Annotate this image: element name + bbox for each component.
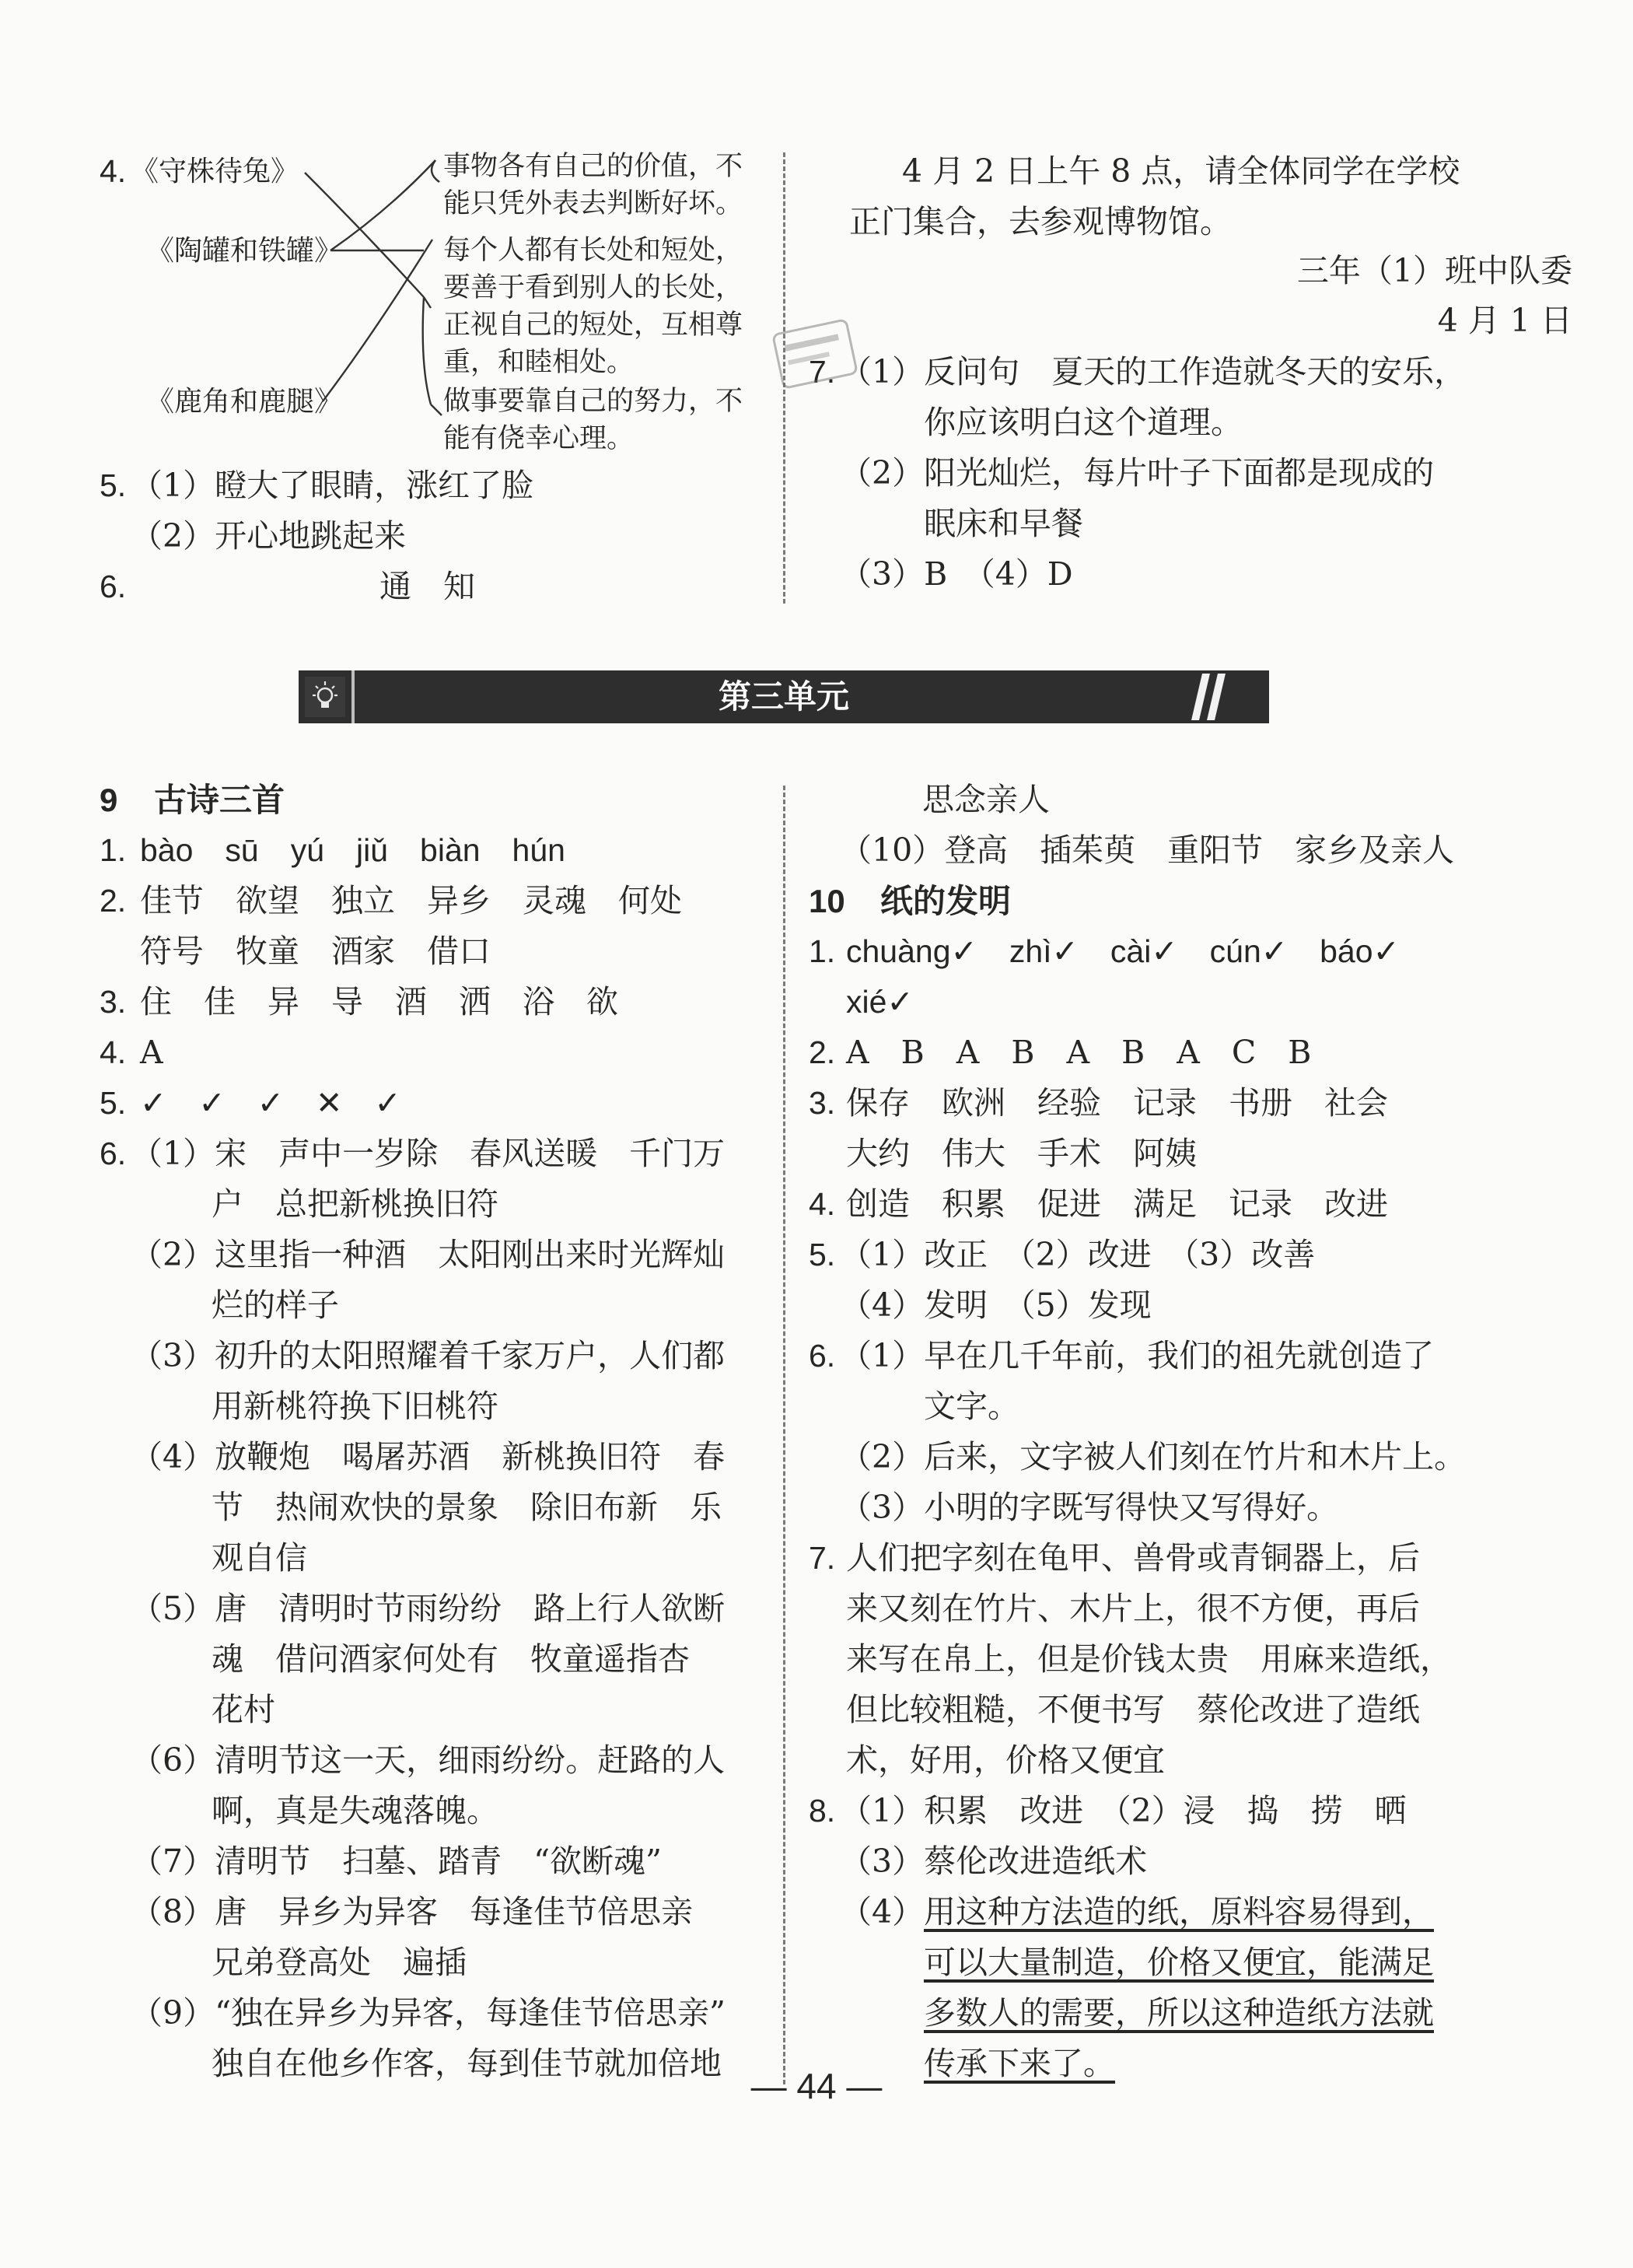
- lesson-title: 古诗三首: [154, 781, 285, 819]
- lesson-title: 纸的发明: [880, 882, 1012, 920]
- answer-line: （6）清明节这一天，细雨纷纷。赶路的人: [131, 1741, 726, 1779]
- unit-title: 第三单元: [718, 677, 849, 716]
- answer-line: （8）唐 异乡为异客 每逢佳节倍思亲: [131, 1893, 694, 1930]
- answer-line: （10）登高 插茱萸 重阳节 家乡及亲人: [840, 831, 1455, 869]
- answer-line: 眠床和早餐: [924, 505, 1083, 542]
- answer-line: 但比较粗糙，不便书写 蔡伦改进了造纸: [846, 1691, 1420, 1728]
- answer-label: （4）: [840, 1893, 925, 1930]
- answer-line: 符号 牧童 酒家 借口: [140, 933, 491, 970]
- moral-text: 每个人都有长处和短处，: [443, 235, 743, 266]
- underlined-answer: 可以大量制造，价格又便宜，能满足: [924, 1944, 1434, 1981]
- answer-line: 你应该明白这个道理。: [924, 404, 1243, 441]
- story-title: 《鹿角和鹿腿》: [146, 386, 343, 418]
- question-number: 1.: [809, 933, 836, 969]
- lesson-10-column: [809, 0, 1610, 2100]
- answer-line: 佳节 欲望 独立 异乡 灵魂 何处: [140, 882, 682, 919]
- answer-line: 烂的样子: [212, 1286, 339, 1324]
- pinyin-answer: bào sū yú jiǔ biàn hún: [140, 832, 565, 868]
- answer-line: （3）蔡伦改进造纸术: [840, 1843, 1148, 1880]
- question-number: 5.: [100, 467, 127, 503]
- answer-line: 住 佳 异 导 酒 洒 浴 欲: [140, 983, 618, 1020]
- question-number: 2.: [809, 1034, 836, 1070]
- notice-date: 4 月 1 日: [1437, 302, 1572, 339]
- answer-line: （1）反问句 夏天的工作造就冬天的安乐，: [840, 353, 1467, 390]
- answer-line: 用新桃符换下旧桃符: [212, 1388, 498, 1425]
- page-number: — 44 —: [750, 2066, 883, 2106]
- answer-line: 观自信: [212, 1539, 307, 1577]
- story-title: 《陶罐和铁罐》: [146, 235, 343, 267]
- answer-line: （3）初升的太阳照耀着千家万户，人们都: [131, 1337, 726, 1374]
- question-number: 2.: [100, 883, 127, 919]
- question-number: 5.: [100, 1085, 127, 1121]
- lesson-9-column: [0, 0, 778, 2100]
- question-number: 6.: [809, 1338, 836, 1374]
- question-number: 6.: [100, 569, 127, 604]
- question-number: 5.: [809, 1237, 836, 1272]
- answer-line: 来又刻在竹片、木片上，很不方便，再后: [846, 1590, 1420, 1627]
- answer-line: （4）发明 （5）发现: [840, 1286, 1152, 1324]
- story-title: 《守株待兔》: [131, 156, 299, 187]
- moral-text: 做事要靠自己的努力，不: [443, 386, 743, 417]
- answer-line: 文字。: [924, 1388, 1019, 1425]
- answer-line: 户 总把新桃换旧符: [212, 1185, 498, 1223]
- moral-text: 重，和睦相处。: [443, 347, 635, 378]
- answer-line: ✓ ✓ ✓ ✕ ✓: [140, 1084, 401, 1122]
- answer-line: 人们把字刻在龟甲、兽骨或青铜器上，后: [846, 1539, 1420, 1577]
- lesson-number: 10: [809, 883, 845, 919]
- answer-line: （2）阳光灿烂，每片叶子下面都是现成的: [840, 454, 1435, 492]
- question-number: 1.: [100, 832, 127, 868]
- answer-line: （3）小明的字既写得快又写得好。: [840, 1489, 1339, 1526]
- answer-line: （1）积累 改进 （2）浸 捣 捞 晒: [840, 1792, 1407, 1829]
- answer-line: 啊，真是失魂落魄。: [212, 1792, 498, 1829]
- notice-line: 4 月 2 日上午 8 点，请全体同学在学校: [902, 152, 1460, 190]
- answer-line: （2）开心地跳起来: [131, 517, 407, 555]
- underlined-answer: 多数人的需要，所以这种造纸方法就: [924, 1994, 1434, 2032]
- notice-line: 正门集合，去参观博物馆。: [849, 203, 1232, 240]
- answer-line: 魂 借问酒家何处有 牧童遥指杏: [212, 1640, 690, 1678]
- answer-line: （9）“独在异乡为异客，每逢佳节倍思亲”: [131, 1994, 726, 2032]
- answer-line: 来写在帛上，但是价钱太贵 用麻来造纸，: [846, 1640, 1452, 1678]
- answer-line: 兄弟登高处 遍插: [212, 1944, 467, 1981]
- notice-title: 通 知: [379, 568, 475, 605]
- answer-line: （2）这里指一种酒 太阳刚出来时光辉灿: [131, 1236, 726, 1273]
- answer-line: 思念亲人: [922, 781, 1050, 818]
- answer-line: （2）后来，文字被人们刻在竹片和木片上。: [840, 1438, 1467, 1475]
- answer-line: 节 热闹欢快的景象 除旧布新 乐: [212, 1489, 722, 1526]
- question-number: 7.: [809, 1540, 836, 1576]
- underlined-answer: 用这种方法造的纸，原料容易得到，: [924, 1893, 1434, 1930]
- answer-line: 独自在他乡作客，每到佳节就加倍地: [212, 2045, 722, 2082]
- answer-line: （7）清明节 扫墓、踏青 “欲断魂”: [131, 1843, 663, 1880]
- question-number: 4.: [100, 1034, 127, 1070]
- question-number: 3.: [100, 984, 127, 1020]
- question-number: 8.: [809, 1793, 836, 1829]
- question-number: 7.: [809, 354, 836, 390]
- answer-line: （4）放鞭炮 喝屠苏酒 新桃换旧符 春: [131, 1438, 726, 1475]
- pinyin-answer: chuàng✓ zhì✓ cài✓ cún✓ báo✓: [846, 933, 1400, 969]
- answer-line: （1）改正 （2）改进 （3）改善: [840, 1236, 1316, 1273]
- notice-signature: 三年（1）班中队委: [1296, 252, 1572, 289]
- answer-line: 保存 欧洲 经验 记录 书册 社会: [846, 1084, 1388, 1122]
- answer-line: A B A B A B A C B: [846, 1034, 1312, 1071]
- answer-line: （1）瞪大了眼睛，涨红了脸: [131, 467, 534, 504]
- answer-line: （5）唐 清明时节雨纷纷 路上行人欲断: [131, 1590, 726, 1627]
- moral-text: 能有侥幸心理。: [443, 423, 635, 454]
- lesson-number: 9: [100, 782, 118, 818]
- column-divider: [783, 786, 785, 2084]
- pinyin-answer: xié✓: [846, 984, 914, 1020]
- answer-line: （1）宋 声中一岁除 春风送暖 千门万: [131, 1135, 726, 1172]
- moral-text: 能只凭外表去判断好坏。: [443, 188, 743, 219]
- moral-text: 要善于看到别人的长处，: [443, 272, 743, 303]
- question-number: 6.: [100, 1136, 127, 1171]
- question-number: 4.: [809, 1186, 836, 1222]
- underlined-answer: 传承下来了。: [924, 2045, 1115, 2082]
- answer-line: 创造 积累 促进 满足 记录 改进: [846, 1185, 1388, 1223]
- answer-line: 花村: [212, 1691, 275, 1728]
- answer-line: 术，好用，价格又便宜: [846, 1741, 1165, 1779]
- answer-line: 大约 伟大 手术 阿姨: [846, 1135, 1197, 1172]
- question-number: 4.: [100, 153, 127, 189]
- answer-line: （1）早在几千年前，我们的祖先就创造了: [840, 1337, 1435, 1374]
- answer-line: （3）B （4）D: [840, 555, 1073, 593]
- moral-text: 事物各有自己的价值，不: [443, 151, 743, 182]
- moral-text: 正视自己的短处，互相尊: [443, 310, 743, 341]
- answer-line: A: [140, 1034, 163, 1071]
- question-number: 3.: [809, 1085, 836, 1121]
